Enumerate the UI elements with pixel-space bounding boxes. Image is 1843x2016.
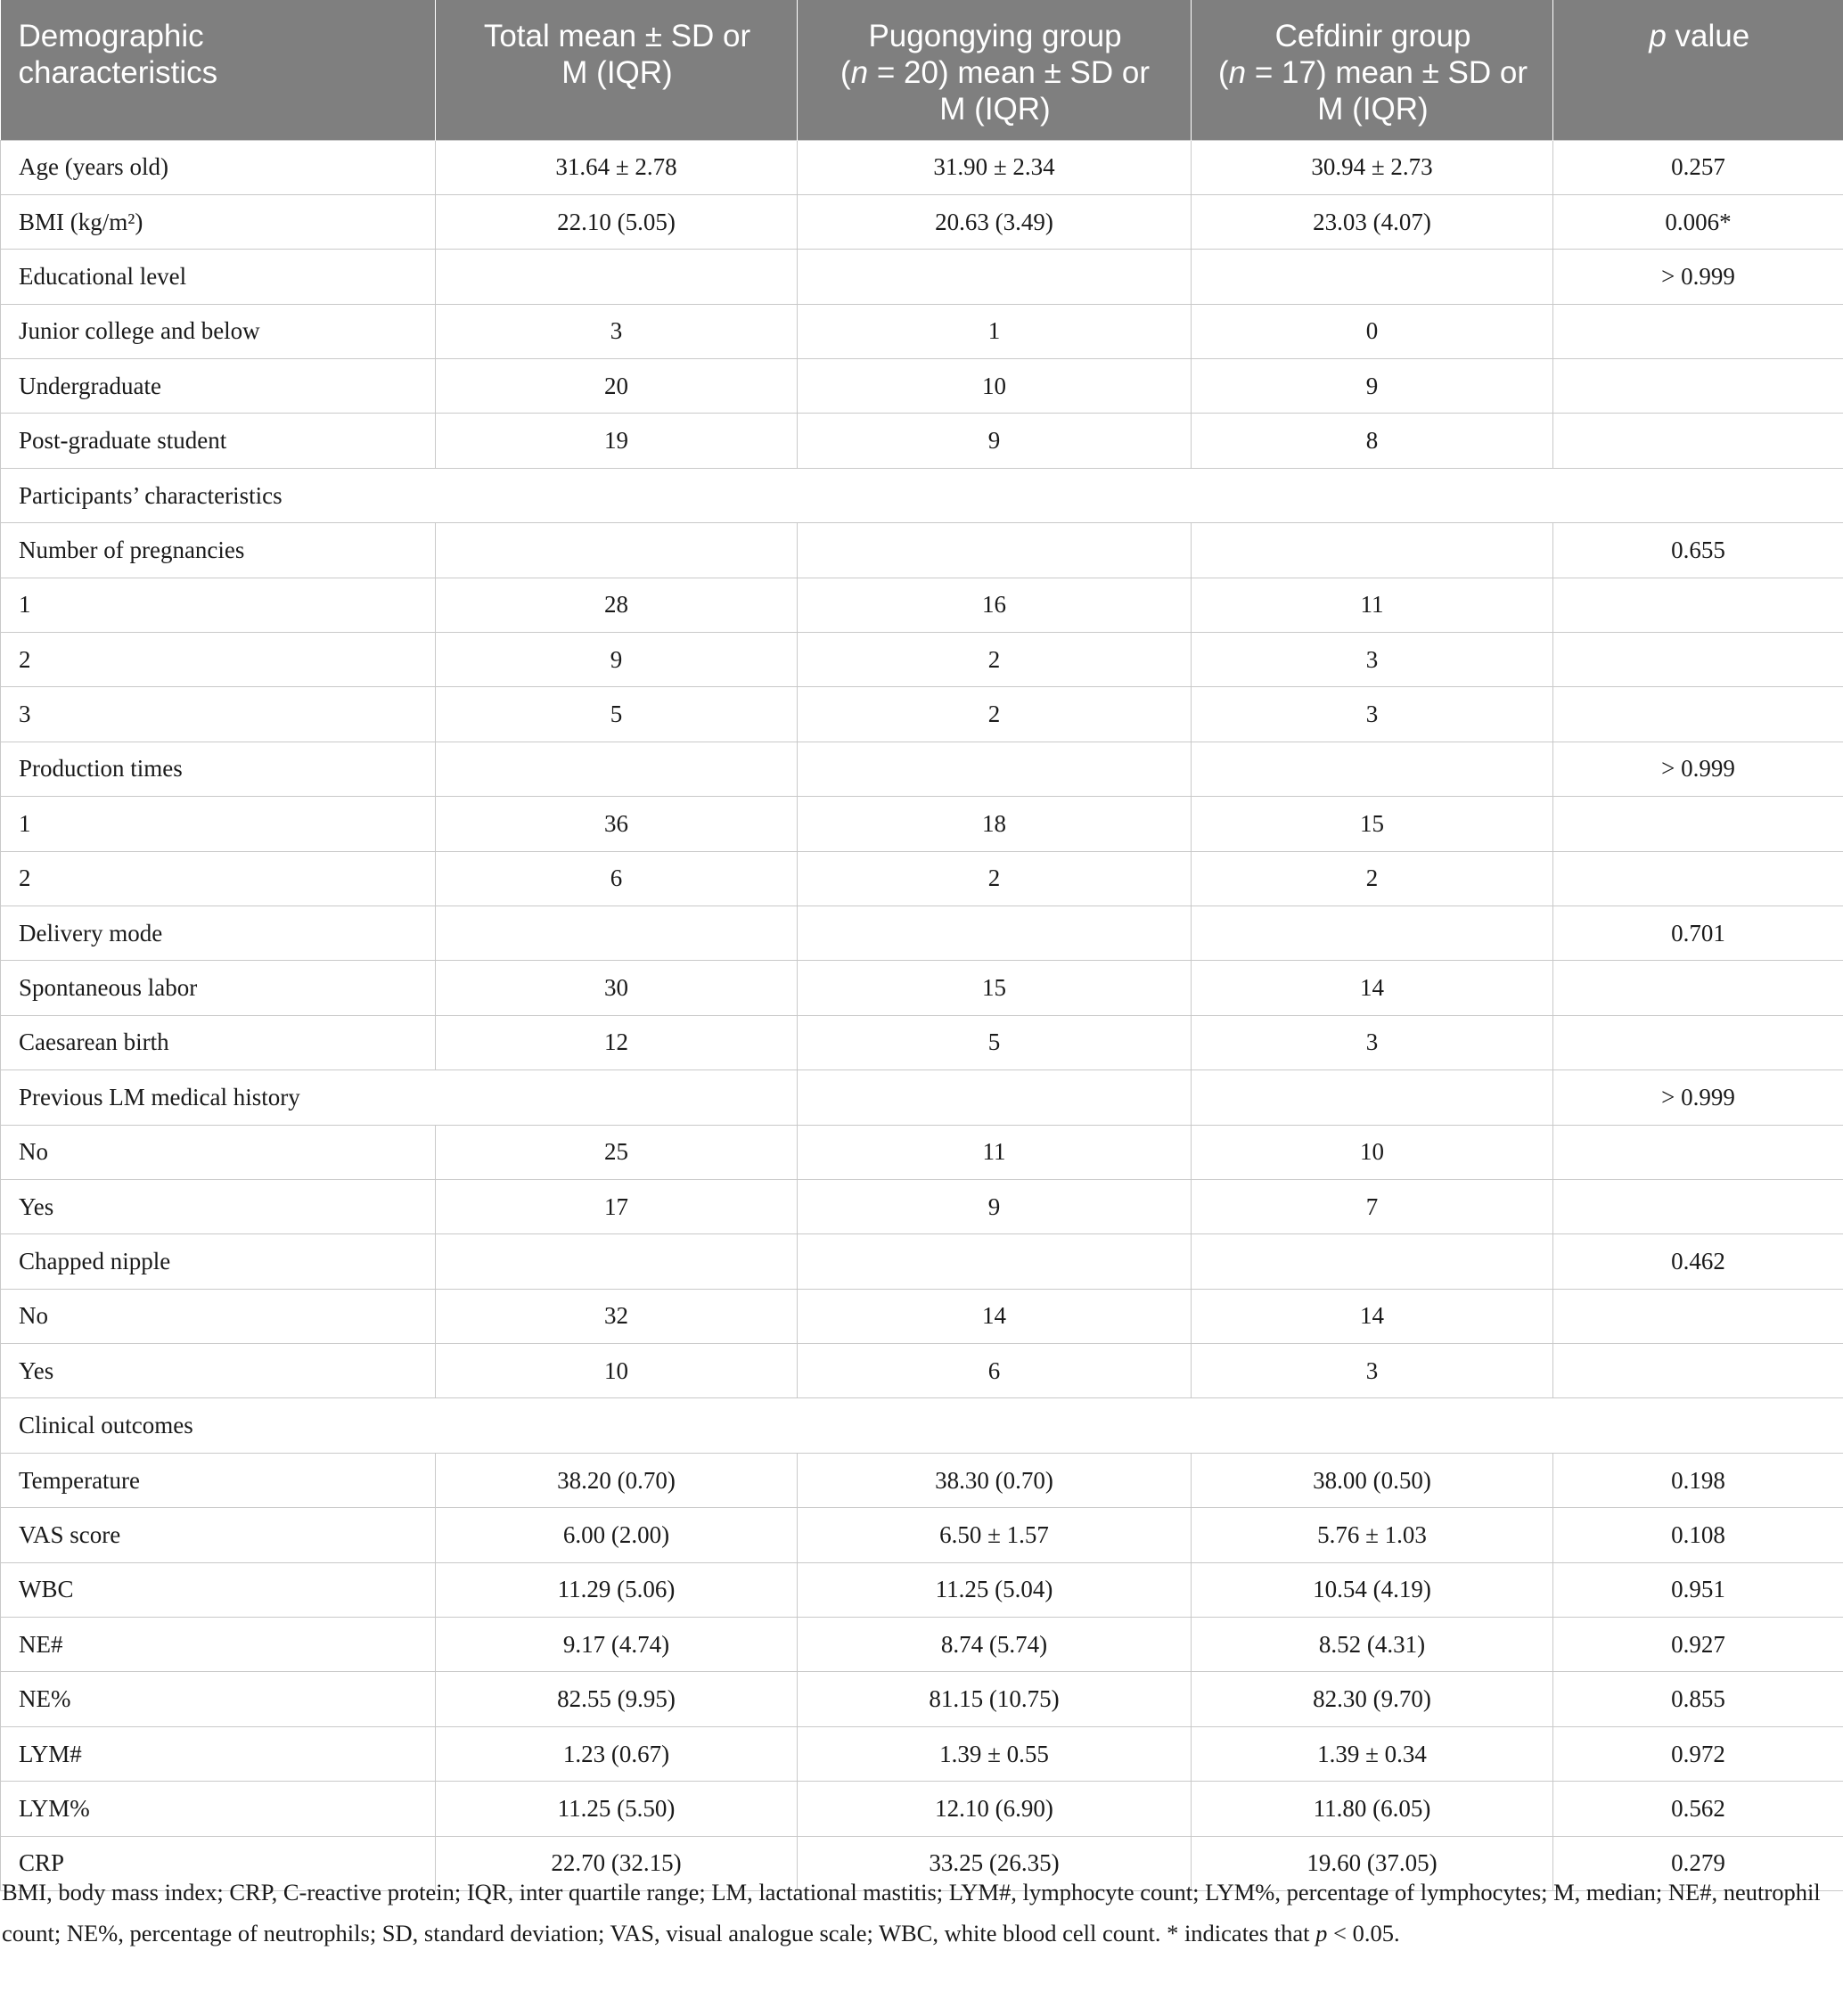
row-label: 1 <box>1 797 436 851</box>
cell-cefdinir: 5.76 ± 1.03 <box>1192 1508 1553 1562</box>
table-row <box>1 523 1843 578</box>
cell-cefdinir: 10.54 (4.19) <box>1192 1562 1553 1617</box>
cell-total: 30 <box>436 961 798 1015</box>
cell-pugongying: 9 <box>798 414 1192 468</box>
cell-cefdinir <box>1192 250 1553 304</box>
row-label: Yes <box>1 1179 436 1233</box>
table-row <box>1 742 1843 796</box>
header-line: p value <box>1649 19 1750 53</box>
cell-p-value: 0.855 <box>1553 1672 1843 1726</box>
cell-total: 5 <box>436 687 798 742</box>
cell-pugongying: 15 <box>798 961 1192 1015</box>
cell-total: 3 <box>436 304 798 358</box>
cell-pugongying: 6.50 ± 1.57 <box>798 1508 1192 1562</box>
cell-p-value: 0.972 <box>1553 1726 1843 1781</box>
cell-pugongying: 81.15 (10.75) <box>798 1672 1192 1726</box>
table-row <box>1 304 1843 358</box>
cell-cefdinir <box>1192 523 1553 578</box>
table-row <box>1 1782 1843 1836</box>
cell-p-value: 0.951 <box>1553 1562 1843 1617</box>
table-row <box>1 1726 1843 1781</box>
cell-total: 36 <box>436 797 798 851</box>
header-p-value <box>1553 0 1843 140</box>
cell-total <box>436 742 798 796</box>
table-row <box>1 250 1843 304</box>
section-row <box>1 1398 1843 1453</box>
cell-total: 10 <box>436 1344 798 1398</box>
header-line: M (IQR) <box>939 92 1051 127</box>
cell-pugongying: 9 <box>798 1179 1192 1233</box>
header-demographic-characteristics <box>1 0 436 140</box>
cell-p-value: 0.257 <box>1553 140 1843 194</box>
cell-total <box>436 523 798 578</box>
row-label: Delivery mode <box>1 906 436 960</box>
header-line: Total mean ± SD or <box>483 19 751 53</box>
row-label: Age (years old) <box>1 140 436 194</box>
cell-pugongying: 38.30 (0.70) <box>798 1453 1192 1507</box>
cell-total: 12 <box>436 1015 798 1069</box>
cell-total: 20 <box>436 359 798 414</box>
cell-p-value: 0.462 <box>1553 1234 1843 1289</box>
table-row <box>1 797 1843 851</box>
cell-cefdinir: 10 <box>1192 1125 1553 1179</box>
table-row <box>1 687 1843 742</box>
cell-total: 25 <box>436 1125 798 1179</box>
cell-total: 28 <box>436 578 798 632</box>
cell-pugongying: 12.10 (6.90) <box>798 1782 1192 1836</box>
cell-pugongying <box>798 1234 1192 1289</box>
cell-pugongying: 14 <box>798 1289 1192 1343</box>
cell-total: 9.17 (4.74) <box>436 1618 798 1672</box>
cell-total <box>436 906 798 960</box>
cell-total: 11.25 (5.50) <box>436 1782 798 1836</box>
row-label: VAS score <box>1 1508 436 1562</box>
section-row <box>1 468 1843 522</box>
row-label: LYM# <box>1 1726 436 1781</box>
table-row <box>1 1344 1843 1398</box>
table-row <box>1 194 1843 249</box>
header-line: Cefdinir group <box>1274 19 1471 53</box>
table-row <box>1 1289 1843 1343</box>
row-label: No <box>1 1125 436 1179</box>
row-label: Production times <box>1 742 436 796</box>
cell-pugongying: 18 <box>798 797 1192 851</box>
cell-p-value: 0.701 <box>1553 906 1843 960</box>
cell-cefdinir: 9 <box>1192 359 1553 414</box>
header-line: M (IQR) <box>561 55 673 90</box>
header-line: (n = 17) mean ± SD or <box>1218 55 1528 90</box>
cell-total: 38.20 (0.70) <box>436 1453 798 1507</box>
cell-total: 22.10 (5.05) <box>436 194 798 249</box>
cell-pugongying: 2 <box>798 633 1192 687</box>
cell-total: 6.00 (2.00) <box>436 1508 798 1562</box>
cell-p-value <box>1553 1289 1843 1343</box>
cell-total <box>436 250 798 304</box>
header-line: Demographic <box>18 19 204 53</box>
cell-total: 6 <box>436 851 798 906</box>
cell-pugongying: 5 <box>798 1015 1192 1069</box>
cell-cefdinir: 0 <box>1192 304 1553 358</box>
row-label: No <box>1 1289 436 1343</box>
cell-pugongying: 2 <box>798 687 1192 742</box>
row-label: LYM% <box>1 1782 436 1836</box>
header-row <box>1 0 1843 140</box>
cell-pugongying: 8.74 (5.74) <box>798 1618 1192 1672</box>
row-label: NE# <box>1 1618 436 1672</box>
row-label: Previous LM medical history <box>1 1070 798 1125</box>
row-label: WBC <box>1 1562 436 1617</box>
cell-pugongying <box>798 742 1192 796</box>
row-label: Yes <box>1 1344 436 1398</box>
cell-total: 32 <box>436 1289 798 1343</box>
row-label: CRP <box>1 1836 436 1890</box>
row-label: Number of pregnancies <box>1 523 436 578</box>
table-row <box>1 1015 1843 1069</box>
row-label: 2 <box>1 851 436 906</box>
cell-total: 82.55 (9.95) <box>436 1672 798 1726</box>
table-row <box>1 414 1843 468</box>
cell-cefdinir: 11 <box>1192 578 1553 632</box>
cell-total: 11.29 (5.06) <box>436 1562 798 1617</box>
cell-cefdinir: 7 <box>1192 1179 1553 1233</box>
cell-p-value: 0.655 <box>1553 523 1843 578</box>
cell-p-value <box>1553 304 1843 358</box>
cell-p-value <box>1553 687 1843 742</box>
section-label: Clinical outcomes <box>1 1398 1843 1453</box>
table-header <box>1 0 1843 140</box>
cell-cefdinir <box>1192 906 1553 960</box>
table-row <box>1 851 1843 906</box>
header-pugongying-group <box>798 0 1192 140</box>
row-label: Undergraduate <box>1 359 436 414</box>
cell-p-value <box>1553 633 1843 687</box>
cell-cefdinir: 38.00 (0.50) <box>1192 1453 1553 1507</box>
cell-cefdinir: 8.52 (4.31) <box>1192 1618 1553 1672</box>
cell-pugongying: 1 <box>798 304 1192 358</box>
header-line: (n = 20) mean ± SD or <box>840 55 1150 90</box>
cell-cefdinir <box>1192 1070 1553 1125</box>
row-label: 1 <box>1 578 436 632</box>
row-label: NE% <box>1 1672 436 1726</box>
cell-p-value <box>1553 797 1843 851</box>
cell-total: 17 <box>436 1179 798 1233</box>
cell-cefdinir: 3 <box>1192 633 1553 687</box>
cell-pugongying <box>798 523 1192 578</box>
cell-pugongying: 33.25 (26.35) <box>798 1836 1192 1890</box>
cell-pugongying: 10 <box>798 359 1192 414</box>
cell-total <box>436 1234 798 1289</box>
cell-pugongying: 2 <box>798 851 1192 906</box>
cell-cefdinir: 3 <box>1192 1015 1553 1069</box>
footnote-line-1: BMI, body mass index; CRP, C-reactive protein; IQR, inter quartile range; LM, lactational mastitis; LYM#, lymphocyte count; LYM%, percentage of lymphocytes; M, median; NE#, neutrophil <box>2 1879 1821 1905</box>
table-footnote <box>0 1872 1843 1954</box>
header-line: Pugongying group <box>868 19 1122 53</box>
row-label: Post-graduate student <box>1 414 436 468</box>
cell-p-value: > 0.999 <box>1553 742 1843 796</box>
table-row <box>1 1618 1843 1672</box>
table-row <box>1 1234 1843 1289</box>
header-line: characteristics <box>18 55 218 90</box>
cell-p-value: 0.198 <box>1553 1453 1843 1507</box>
cell-total: 9 <box>436 633 798 687</box>
header-total <box>436 0 798 140</box>
header-cefdinir-group <box>1192 0 1553 140</box>
cell-pugongying: 6 <box>798 1344 1192 1398</box>
cell-pugongying: 11 <box>798 1125 1192 1179</box>
cell-p-value: 0.108 <box>1553 1508 1843 1562</box>
row-label: Caesarean birth <box>1 1015 436 1069</box>
cell-cefdinir: 14 <box>1192 1289 1553 1343</box>
cell-cefdinir: 2 <box>1192 851 1553 906</box>
row-label: Educational level <box>1 250 436 304</box>
cell-cefdinir <box>1192 1234 1553 1289</box>
cell-p-value: 0.006* <box>1553 194 1843 249</box>
cell-cefdinir: 19.60 (37.05) <box>1192 1836 1553 1890</box>
row-label: 3 <box>1 687 436 742</box>
cell-pugongying: 11.25 (5.04) <box>798 1562 1192 1617</box>
cell-p-value <box>1553 359 1843 414</box>
table-row <box>1 140 1843 194</box>
table-row <box>1 1125 1843 1179</box>
row-label: Spontaneous labor <box>1 961 436 1015</box>
cell-p-value: 0.279 <box>1553 1836 1843 1890</box>
footnote-line-2: count; NE%, percentage of neutrophils; SD, standard deviation; VAS, visual analogue scale; WBC, white blood cell count. * indicates that p < 0.05. <box>2 1920 1400 1946</box>
cell-cefdinir <box>1192 742 1553 796</box>
cell-p-value <box>1553 1179 1843 1233</box>
table-row <box>1 1672 1843 1726</box>
cell-cefdinir: 11.80 (6.05) <box>1192 1782 1553 1836</box>
cell-p-value <box>1553 851 1843 906</box>
cell-p-value <box>1553 414 1843 468</box>
row-label: BMI (kg/m²) <box>1 194 436 249</box>
cell-p-value <box>1553 1015 1843 1069</box>
cell-cefdinir: 1.39 ± 0.34 <box>1192 1726 1553 1781</box>
row-label: Temperature <box>1 1453 436 1507</box>
cell-cefdinir: 14 <box>1192 961 1553 1015</box>
table-row <box>1 633 1843 687</box>
cell-total: 19 <box>436 414 798 468</box>
cell-p-value: 0.562 <box>1553 1782 1843 1836</box>
cell-cefdinir: 82.30 (9.70) <box>1192 1672 1553 1726</box>
row-label: Chapped nipple <box>1 1234 436 1289</box>
cell-p-value <box>1553 1344 1843 1398</box>
header-line: M (IQR) <box>1317 92 1429 127</box>
table-row <box>1 906 1843 960</box>
table-row <box>1 1070 1843 1125</box>
row-label: Junior college and below <box>1 304 436 358</box>
table-body <box>1 140 1843 1891</box>
cell-cefdinir: 3 <box>1192 687 1553 742</box>
table-row <box>1 1453 1843 1507</box>
cell-cefdinir: 3 <box>1192 1344 1553 1398</box>
cell-p-value <box>1553 1125 1843 1179</box>
table-row <box>1 1179 1843 1233</box>
cell-pugongying: 20.63 (3.49) <box>798 194 1192 249</box>
cell-pugongying <box>798 906 1192 960</box>
cell-p-value: > 0.999 <box>1553 1070 1843 1125</box>
cell-cefdinir: 15 <box>1192 797 1553 851</box>
table-row <box>1 1562 1843 1617</box>
row-label: 2 <box>1 633 436 687</box>
cell-pugongying: 1.39 ± 0.55 <box>798 1726 1192 1781</box>
cell-pugongying <box>798 250 1192 304</box>
cell-p-value <box>1553 578 1843 632</box>
table-row <box>1 1508 1843 1562</box>
cell-cefdinir: 23.03 (4.07) <box>1192 194 1553 249</box>
cell-pugongying: 31.90 ± 2.34 <box>798 140 1192 194</box>
cell-cefdinir: 8 <box>1192 414 1553 468</box>
table-row <box>1 578 1843 632</box>
table-row <box>1 961 1843 1015</box>
cell-cefdinir: 30.94 ± 2.73 <box>1192 140 1553 194</box>
cell-total: 1.23 (0.67) <box>436 1726 798 1781</box>
cell-p-value <box>1553 961 1843 1015</box>
table-row <box>1 359 1843 414</box>
cell-p-value: > 0.999 <box>1553 250 1843 304</box>
cell-pugongying: 16 <box>798 578 1192 632</box>
cell-total: 31.64 ± 2.78 <box>436 140 798 194</box>
cell-total: 22.70 (32.15) <box>436 1836 798 1890</box>
cell-pugongying <box>798 1070 1192 1125</box>
section-label: Participants’ characteristics <box>1 468 1843 522</box>
cell-p-value: 0.927 <box>1553 1618 1843 1672</box>
